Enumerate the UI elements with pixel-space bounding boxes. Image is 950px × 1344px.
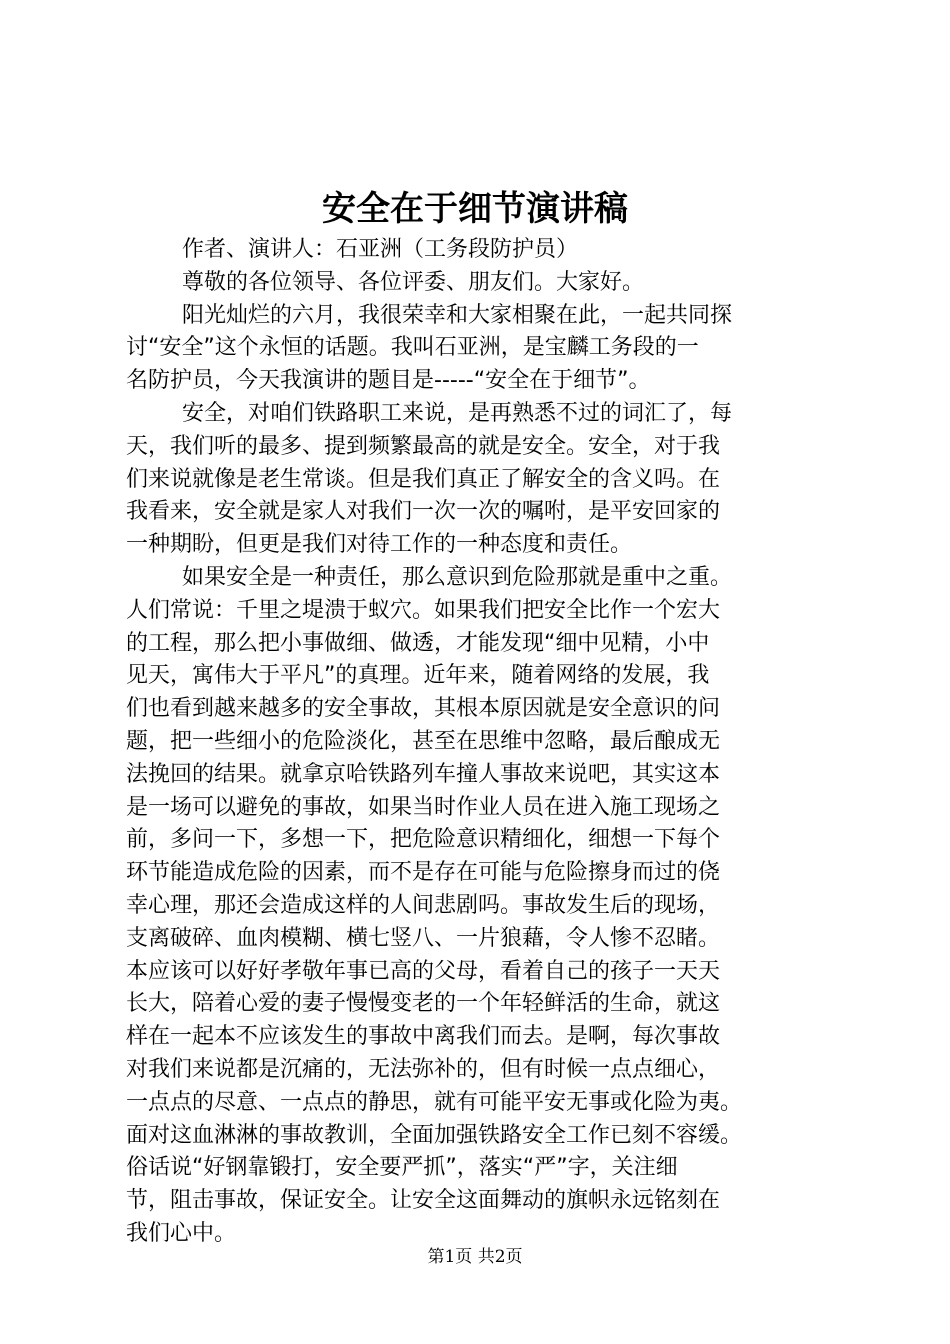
text-line: 前，多问一下，多想一下，把危险意识精细化，细想一下每个 <box>126 827 721 853</box>
text-line: 节，阻击事故，保证安全。让安全这面舞动的旗帜永远铭刻在 <box>126 1188 721 1214</box>
document-title: 安全在于细节演讲稿 <box>322 189 628 229</box>
text-line: 支离破碎、血肉模糊、横七竖八、一片狼藉，令人惨不忍睹。 <box>126 925 721 951</box>
text-line: 一点点的尽意、一点点的静思，就有可能平安无事或化险为夷。 <box>126 1089 743 1115</box>
page-footer: 第1页 共2页 <box>427 1247 523 1267</box>
text-line: 阳光灿烂的六月，我很荣幸和大家相聚在此，一起共同探 <box>182 302 733 328</box>
text-line: 们来说就像是老生常谈。但是我们真正了解安全的含义吗。在 <box>126 466 721 492</box>
text-line: 讨“安全”这个永恒的话题。我叫石亚洲，是宝麟工务段的一 <box>126 335 699 361</box>
text-line: 本应该可以好好孝敬年事已高的父母，看着自己的孩子一天天 <box>126 958 721 984</box>
text-line: 长大，陪着心爱的妻子慢慢变老的一个年轻鲜活的生命，就这 <box>126 991 721 1017</box>
text-line: 是一场可以避免的事故，如果当时作业人员在进入施工现场之 <box>126 794 721 820</box>
text-line: 如果安全是一种责任，那么意识到危险那就是重中之重。 <box>182 564 733 590</box>
author-line: 作者、演讲人：石亚洲（工务段防护员） <box>182 237 579 262</box>
document-body <box>126 234 861 1251</box>
text-line: 样在一起本不应该发生的事故中离我们而去。是啊，每次事故 <box>126 1024 721 1050</box>
text-line: 幸心理，那还会造成这样的人间悲剧吗。事故发生后的现场， <box>126 892 721 918</box>
text-line: 安全，对咱们铁路职工来说，是再熟悉不过的词汇了，每 <box>182 400 733 426</box>
text-line: 法挽回的结果。就拿京哈铁路列车撞人事故来说吧，其实这本 <box>126 761 721 787</box>
text-line: 面对这血淋淋的事故教训，全面加强铁路安全工作已刻不容缓。 <box>126 1122 743 1148</box>
text-line: 题，把一些细小的危险淡化，甚至在思维中忽略，最后酿成无 <box>126 728 721 754</box>
text-line: 俗话说“好钢靠锻打，安全要严抓”，落实“严”字，关注细 <box>126 1155 678 1181</box>
text-line: 我们心中。 <box>126 1220 237 1246</box>
text-line: 的工程，那么把小事做细、做透，才能发现“细中见精，小中 <box>126 630 710 656</box>
text-line: 人们常说：千里之堤溃于蚁穴。如果我们把安全比作一个宏大 <box>126 597 721 623</box>
text-line: 一种期盼，但更是我们对待工作的一种态度和责任。 <box>126 532 633 558</box>
text-line: 我看来，安全就是家人对我们一次一次的嘱咐，是平安回家的 <box>126 499 721 525</box>
greeting-line: 尊敬的各位领导、各位评委、朋友们。大家好。 <box>182 269 645 295</box>
text-line: 天，我们听的最多、提到频繁最高的就是安全。安全，对于我 <box>126 433 721 459</box>
text-line: 见天，寓伟大于平凡”的真理。近年来，随着网络的发展，我 <box>126 663 710 689</box>
text-line: 们也看到越来越多的安全事故，其根本原因就是安全意识的问 <box>126 696 721 722</box>
text-line: 环节能造成危险的因素，而不是存在可能与危险擦身而过的侥 <box>126 860 721 886</box>
text-line: 对我们来说都是沉痛的，无法弥补的，但有时候一点点细心， <box>126 1056 721 1082</box>
text-line: 名防护员，今天我演讲的题目是-----“安全在于细节”。 <box>126 368 651 394</box>
